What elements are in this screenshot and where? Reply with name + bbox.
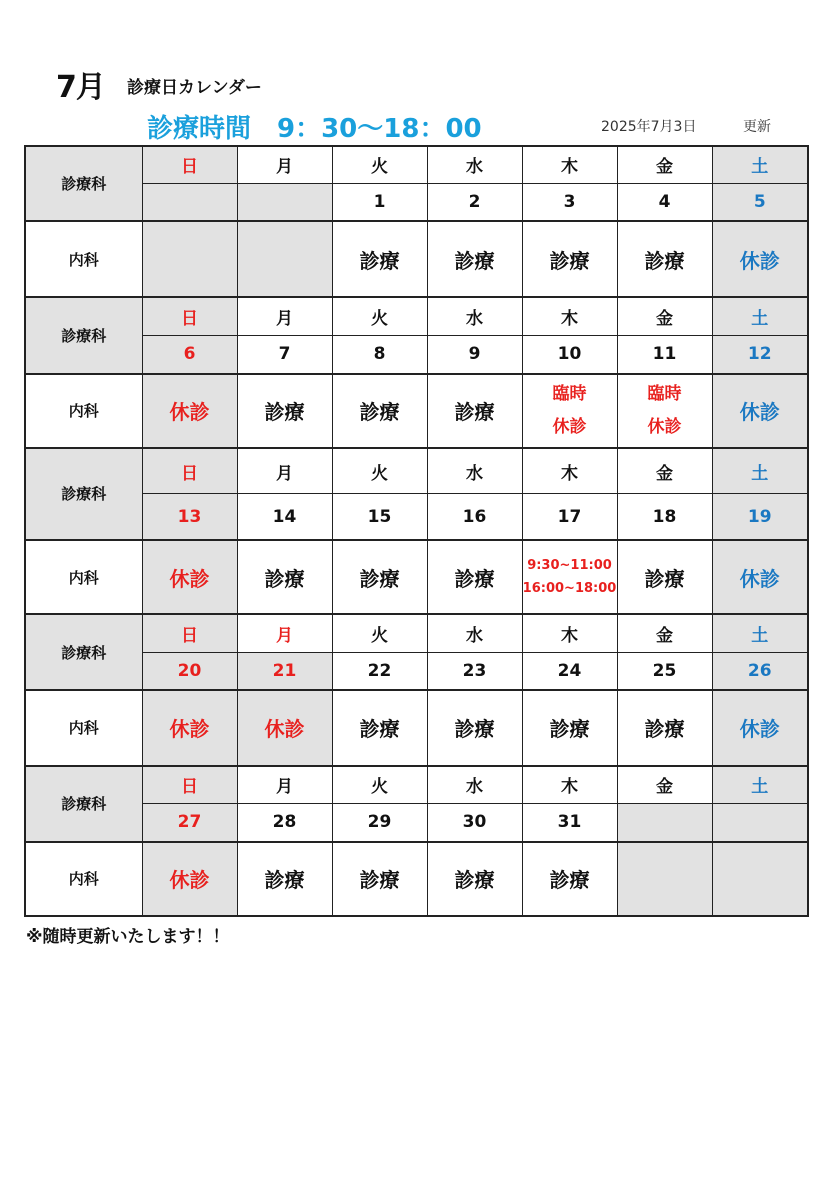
status-cell: 臨時 休診 <box>617 374 712 448</box>
date-cell: 20 <box>142 652 237 690</box>
date-cell: 6 <box>142 335 237 373</box>
date-cell: 26 <box>712 652 808 690</box>
date-cell: 12 <box>712 335 808 373</box>
dept-header-cell: 診療科 <box>25 146 142 221</box>
date-cell: 10 <box>522 335 617 373</box>
date-cell: 23 <box>427 652 522 690</box>
weekday-cell: 金 <box>617 614 712 652</box>
status-cell: 診療 <box>522 842 617 916</box>
status-cell: 診療 <box>427 842 522 916</box>
date-cell: 31 <box>522 804 617 842</box>
status-cell: 診療 <box>617 690 712 765</box>
date-cell: 19 <box>712 494 808 540</box>
dept-internal-medicine-label: 内科 <box>25 842 142 916</box>
weekday-cell: 土 <box>712 297 808 335</box>
weekday-cell: 日 <box>142 297 237 335</box>
status-cell: 休診 <box>712 221 808 297</box>
weekday-cell: 水 <box>427 614 522 652</box>
dept-internal-medicine-label: 内科 <box>25 690 142 765</box>
weekday-cell: 火 <box>332 766 427 804</box>
footer-note: ※随時更新いたします！！ <box>26 927 230 947</box>
weekday-cell: 金 <box>617 297 712 335</box>
updated-label: 更新 <box>743 119 771 135</box>
date-cell: 25 <box>617 652 712 690</box>
calendar-title: 診療日カレンダー <box>127 78 262 98</box>
weekday-cell: 金 <box>617 146 712 183</box>
date-cell: 17 <box>522 494 617 540</box>
date-cell: 5 <box>712 183 808 221</box>
status-cell: 診療 <box>522 690 617 765</box>
weekday-cell: 日 <box>142 766 237 804</box>
dept-internal-medicine-label: 内科 <box>25 540 142 614</box>
weekday-cell: 水 <box>427 448 522 494</box>
weekday-cell: 水 <box>427 297 522 335</box>
weekday-cell: 火 <box>332 614 427 652</box>
status-cell <box>237 221 332 297</box>
status-cell: 診療 <box>237 374 332 448</box>
dept-internal-medicine-label: 内科 <box>25 221 142 297</box>
dept-internal-medicine-label: 内科 <box>25 374 142 448</box>
date-cell: 15 <box>332 494 427 540</box>
dept-header-cell: 診療科 <box>25 448 142 540</box>
weekday-cell: 木 <box>522 766 617 804</box>
status-cell: 診療 <box>427 221 522 297</box>
month-heading: 7月 <box>56 70 105 105</box>
weekday-cell: 木 <box>522 146 617 183</box>
weekday-cell: 火 <box>332 146 427 183</box>
date-cell: 22 <box>332 652 427 690</box>
status-cell: 9:30~11:00 16:00~18:00 <box>522 540 617 614</box>
weekday-cell: 日 <box>142 448 237 494</box>
consultation-hours: 診療時間 9：30～18：00 <box>147 114 482 144</box>
date-cell: 29 <box>332 804 427 842</box>
status-cell: 休診 <box>237 690 332 765</box>
status-cell: 診療 <box>237 842 332 916</box>
date-cell <box>237 183 332 221</box>
status-cell: 休診 <box>712 540 808 614</box>
date-cell: 3 <box>522 183 617 221</box>
date-cell: 7 <box>237 335 332 373</box>
status-cell: 診療 <box>332 842 427 916</box>
date-cell: 27 <box>142 804 237 842</box>
date-cell: 21 <box>237 652 332 690</box>
status-cell: 診療 <box>427 540 522 614</box>
date-cell: 24 <box>522 652 617 690</box>
status-cell <box>712 842 808 916</box>
weekday-cell: 土 <box>712 766 808 804</box>
status-cell: 休診 <box>142 690 237 765</box>
status-cell: 休診 <box>712 690 808 765</box>
weekday-cell: 水 <box>427 766 522 804</box>
weekday-cell: 木 <box>522 614 617 652</box>
status-cell: 休診 <box>142 540 237 614</box>
date-cell: 2 <box>427 183 522 221</box>
status-cell <box>142 221 237 297</box>
weekday-cell: 月 <box>237 766 332 804</box>
date-cell <box>142 183 237 221</box>
weekday-cell: 月 <box>237 448 332 494</box>
date-cell: 16 <box>427 494 522 540</box>
status-cell: 診療 <box>237 540 332 614</box>
date-cell <box>617 804 712 842</box>
dept-header-cell: 診療科 <box>25 614 142 690</box>
status-cell: 臨時 休診 <box>522 374 617 448</box>
date-cell: 13 <box>142 494 237 540</box>
weekday-cell: 土 <box>712 146 808 183</box>
date-cell: 11 <box>617 335 712 373</box>
status-cell: 診療 <box>332 374 427 448</box>
status-cell: 診療 <box>427 374 522 448</box>
status-cell: 診療 <box>332 221 427 297</box>
weekday-cell: 木 <box>522 448 617 494</box>
date-cell <box>712 804 808 842</box>
dept-header-cell: 診療科 <box>25 766 142 842</box>
status-cell: 休診 <box>142 374 237 448</box>
date-cell: 30 <box>427 804 522 842</box>
updated-date: 2025年7月3日 <box>601 119 697 135</box>
weekday-cell: 火 <box>332 448 427 494</box>
date-cell: 1 <box>332 183 427 221</box>
weekday-cell: 月 <box>237 146 332 183</box>
status-cell: 診療 <box>332 690 427 765</box>
status-cell: 診療 <box>617 221 712 297</box>
status-cell: 診療 <box>522 221 617 297</box>
date-cell: 4 <box>617 183 712 221</box>
status-cell: 休診 <box>142 842 237 916</box>
status-cell: 診療 <box>617 540 712 614</box>
weekday-cell: 木 <box>522 297 617 335</box>
weekday-cell: 金 <box>617 448 712 494</box>
status-cell: 休診 <box>712 374 808 448</box>
weekday-cell: 水 <box>427 146 522 183</box>
dept-header-cell: 診療科 <box>25 297 142 373</box>
date-cell: 28 <box>237 804 332 842</box>
weekday-cell: 金 <box>617 766 712 804</box>
weekday-cell: 土 <box>712 614 808 652</box>
status-cell: 診療 <box>332 540 427 614</box>
date-cell: 9 <box>427 335 522 373</box>
status-cell <box>617 842 712 916</box>
date-cell: 18 <box>617 494 712 540</box>
date-cell: 14 <box>237 494 332 540</box>
weekday-cell: 日 <box>142 146 237 183</box>
status-cell: 診療 <box>427 690 522 765</box>
clinic-calendar-table <box>24 145 809 917</box>
weekday-cell: 日 <box>142 614 237 652</box>
weekday-cell: 火 <box>332 297 427 335</box>
weekday-cell: 土 <box>712 448 808 494</box>
weekday-cell: 月 <box>237 297 332 335</box>
date-cell: 8 <box>332 335 427 373</box>
weekday-cell: 月 <box>237 614 332 652</box>
